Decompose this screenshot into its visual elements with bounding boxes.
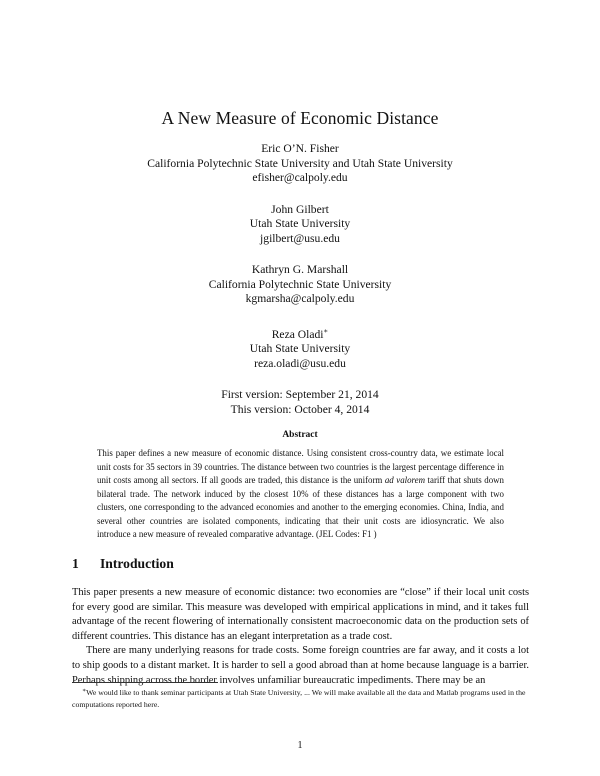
section-number: 1 (72, 556, 79, 571)
author-name: John Gilbert (271, 202, 329, 216)
body-text (72, 586, 529, 688)
author-name: Eric O’N. Fisher (261, 142, 339, 155)
author-name: Reza Oladi (271, 327, 324, 341)
author-affiliation: California Polytechnic State University (208, 277, 392, 291)
author-affiliation: California Polytechnic State University and Utah State University (147, 156, 453, 170)
section-heading (72, 556, 174, 572)
this-version: This version: October 4, 2014 (230, 402, 370, 416)
paragraph-1: This paper presents a new measure of economic distance: two economies are “close” if their local unit costs for every good are similar. This measure was developed with empirical applications in mind, and it takes full advantage of the recent flowering of internationally consistent macroeconomic data on the production sets of different countries. This distance has an elegant interpretation as a trade cost. (72, 587, 529, 642)
abstract-text (97, 447, 504, 542)
author-email[interactable]: efisher@calpoly.edu (252, 171, 348, 184)
paragraph-2: There are many underlying reasons for trade costs. Some foreign countries are far away, and it costs a lot to ship goods to a distant market. It is harder to sell a good abroad than at home because language is a barrier. Perhaps shipping across the border involves unfamiliar bureaucratic impediments. There may be an (72, 645, 529, 686)
author-block (0, 142, 600, 417)
author-name-line (0, 324, 600, 343)
author-fisher (0, 142, 600, 186)
version-dates (0, 388, 600, 417)
first-version: First version: September 21, 2014 (221, 388, 379, 401)
paper-title: A New Measure of Economic Distance (161, 108, 439, 128)
footnote-text: We would like to thank seminar participants at Utah State University, ... We will make available all the data and Matlab programs used in the computations reported here. (72, 688, 526, 709)
author-name: Kathryn G. Marshall (251, 263, 349, 276)
author-affiliation: Utah State University (249, 342, 351, 355)
page-number: 1 (297, 740, 303, 751)
footnote-marker[interactable]: ∗ (323, 326, 329, 335)
author-gilbert (0, 203, 600, 247)
abstract-italic: ad valorem (384, 475, 426, 485)
abstract-text-part2: tariff that shuts down bilateral trade. The network induced by the closest 10% of these distances has a large component with two clusters, one corresponding to the advanced economies and another to the emerging economies. China, India, and several other countries are isolated components, indicating that their unit costs are idiosyncratic. We also introduce a new measure of revealed comparative advantage. (JEL Codes: F1 ) (97, 475, 504, 539)
author-marshall (0, 263, 600, 307)
abstract-text-part1: This paper defines a new measure of economic distance. Using consistent cross-country data, we estimate local unit costs for 35 sectors in 39 countries. The distance between two countries is the largest percentage difference in unit costs among all sectors. If all goods are traded, this distance is the uniform (97, 448, 504, 485)
author-email[interactable]: kgmarsha@calpoly.edu (245, 292, 355, 305)
footnote-rule (72, 682, 218, 683)
author-oladi (0, 324, 600, 372)
author-email[interactable]: jgilbert@usu.edu (260, 231, 340, 245)
abstract-heading: Abstract (282, 430, 318, 440)
author-email[interactable]: reza.oladi@usu.edu (254, 356, 346, 370)
author-affiliation: Utah State University (249, 217, 351, 230)
footnote-mark: ∗ (82, 688, 87, 694)
section-title: Introduction (100, 556, 174, 571)
footnote (72, 686, 529, 710)
